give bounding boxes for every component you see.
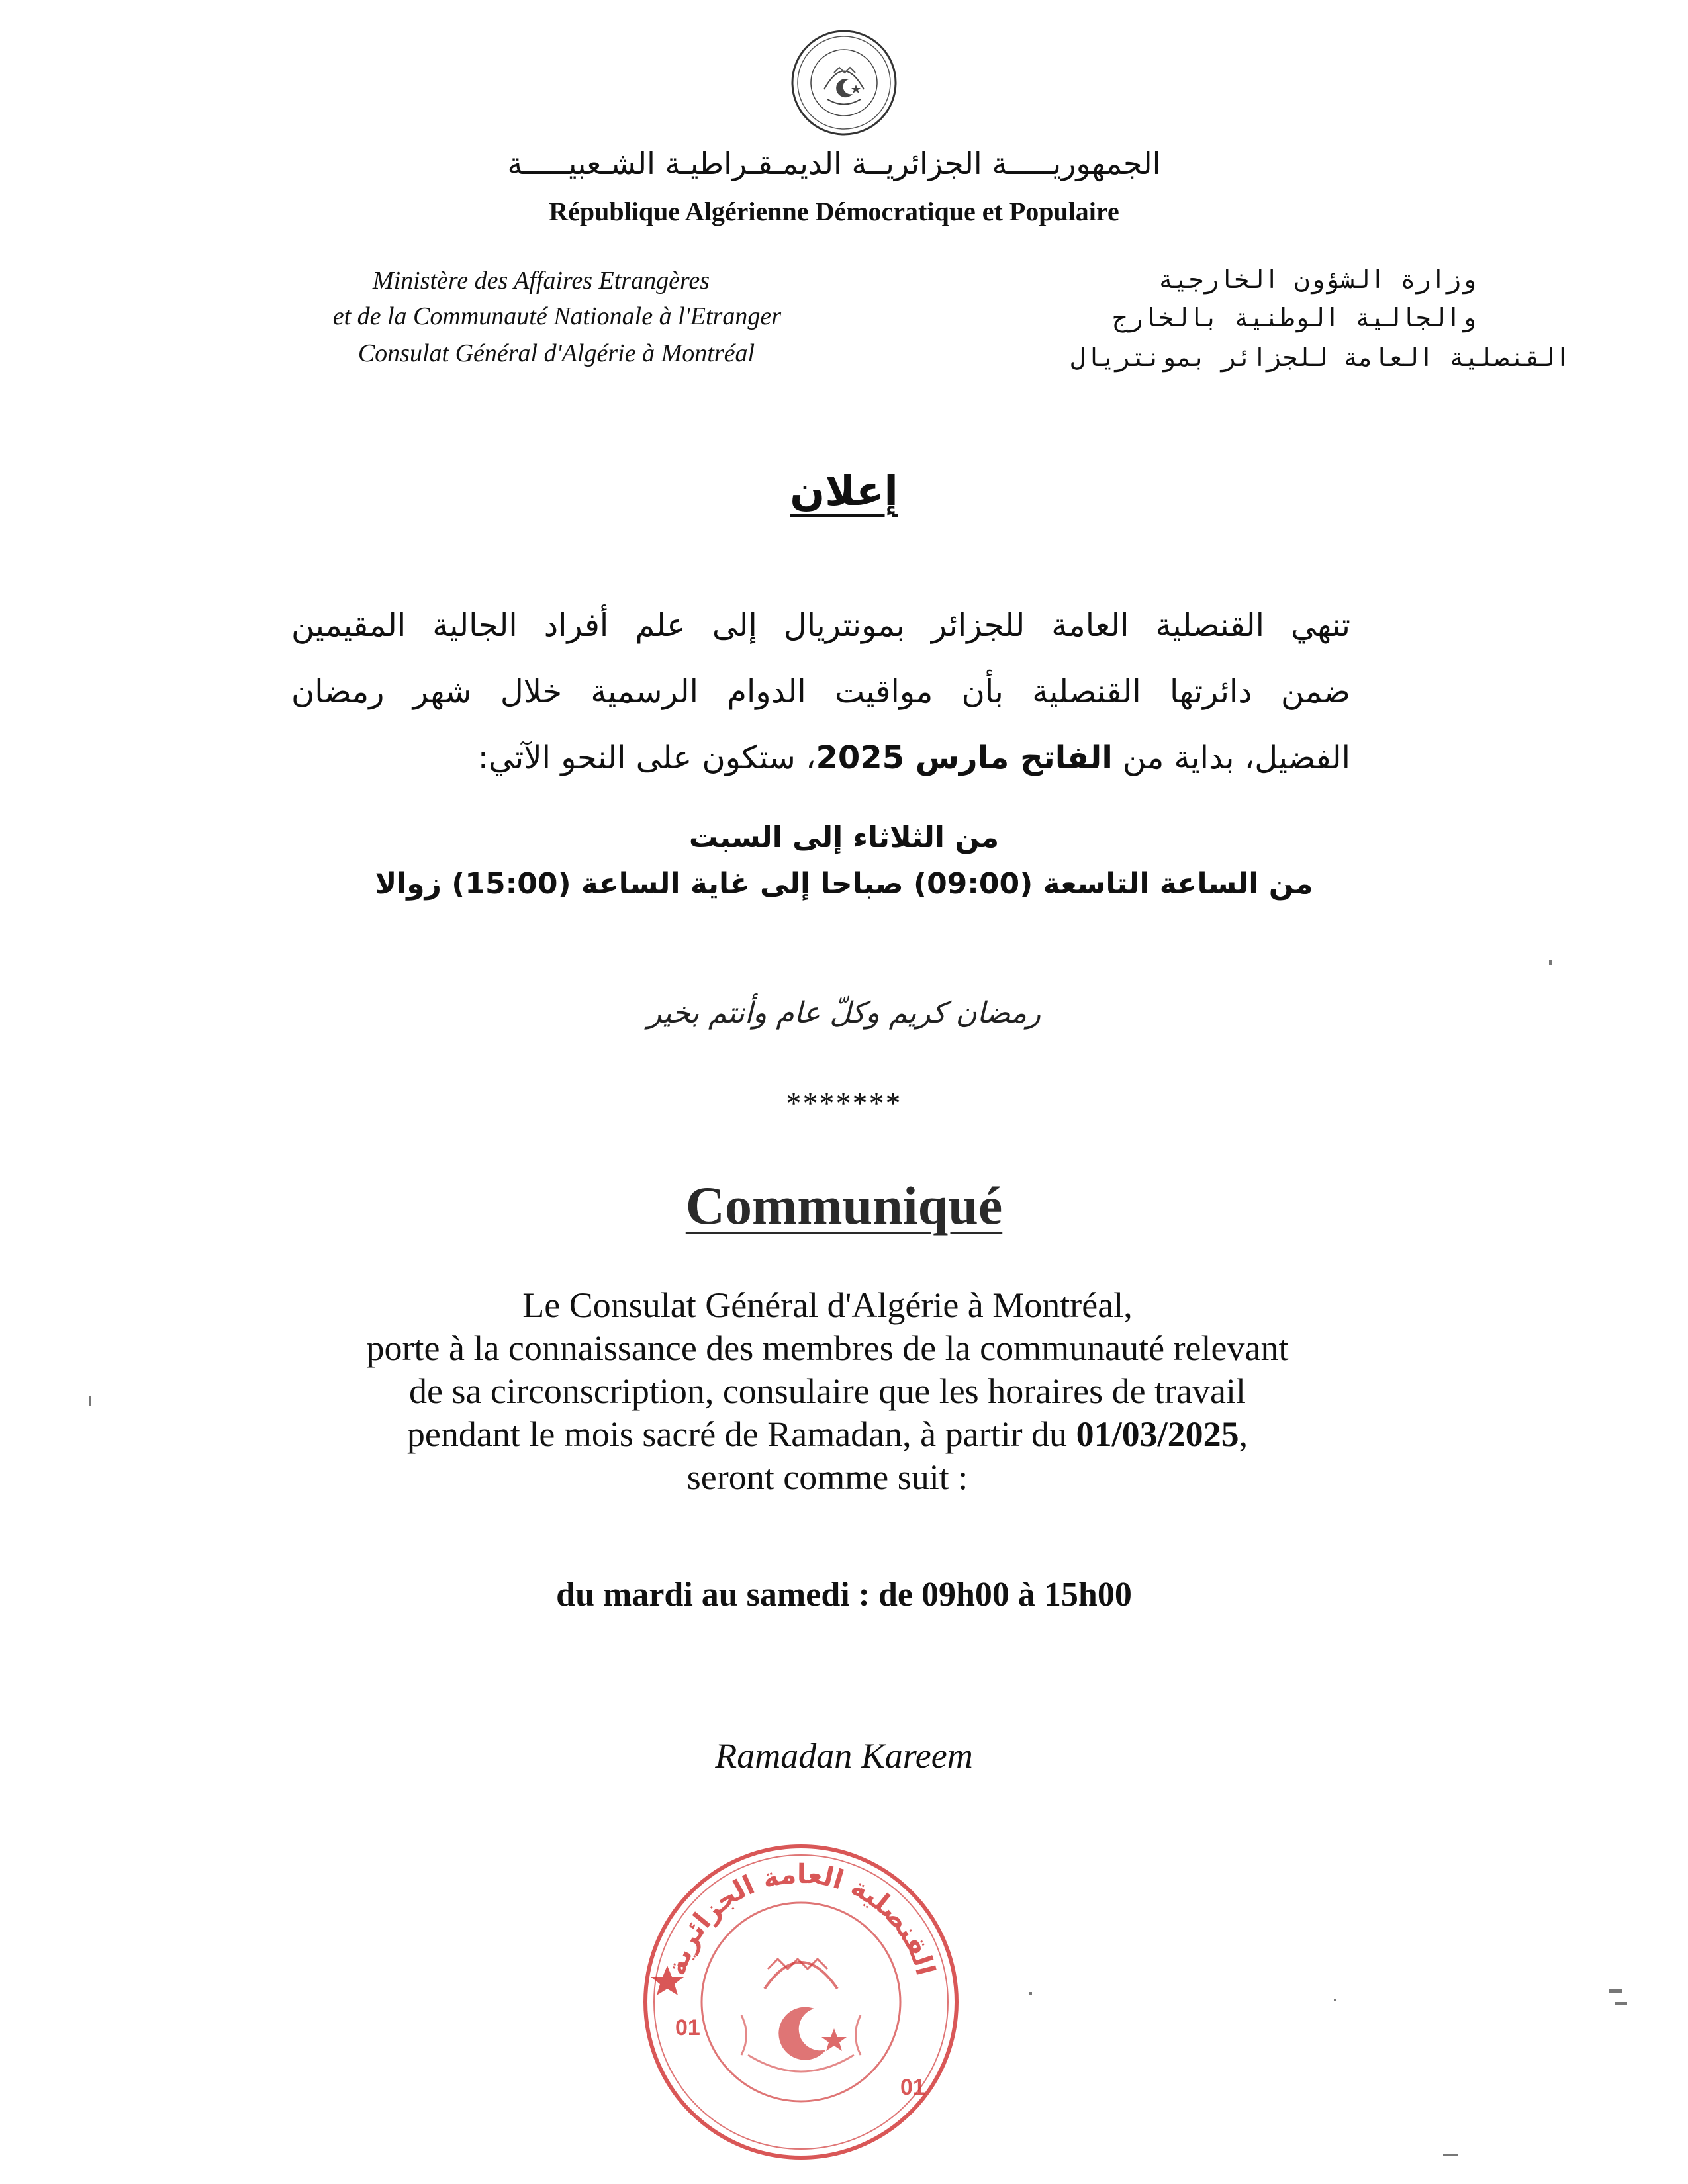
svg-text:القنصلية العامة الجزائرية: [661, 1859, 941, 1979]
communique-line-4-end: ,: [1239, 1414, 1248, 1454]
scan-speck: [1609, 1989, 1622, 1993]
announcement-body-arabic: [291, 592, 1350, 791]
ministry-arabic-line-3: القنصلية العامة للجزائر بمونتريال: [1070, 343, 1570, 372]
schedule-french: du mardi au samedi : de 09h00 à 15h00: [556, 1576, 1132, 1614]
republic-name-arabic: الجمهوريـــــة الجزائريــة الديمـقـراطيـة الشـعبيـــــة: [507, 146, 1161, 181]
scan-speck: [1615, 2002, 1627, 2005]
communique-line-4: [199, 1413, 1456, 1456]
communique-title: Communiqué: [685, 1175, 1003, 1236]
announcement-title-arabic: إعلان: [790, 467, 898, 515]
scan-speck: [1334, 1999, 1336, 2001]
announcement-arabic-line-3: [291, 725, 1350, 791]
scan-speck: [89, 1396, 91, 1406]
ministry-french-line-3: Consulat Général d'Algérie à Montréal: [357, 340, 755, 367]
announcement-arabic-line-2: ضمن دائرتها القنصلية بأن مواقيت الدوام الرسمية خلال شهر رمضان: [291, 673, 1350, 710]
schedule-days-arabic: من الثلاثاء إلى السبت: [688, 821, 1000, 854]
communique-body-french: [199, 1284, 1456, 1499]
communique-line-2: porte à la connaissance des membres de la communauté relevant: [366, 1328, 1289, 1368]
closing-greeting-french: Ramadan Kareem: [715, 1736, 973, 1776]
ministry-french-line-2: et de la Communauté Nationale à l'Etranger: [332, 302, 781, 330]
communique-line-5: seront comme suit :: [686, 1457, 968, 1497]
announcement-arabic-line-3-start: الفضيل، بداية من: [1123, 739, 1350, 776]
announcement-arabic-line-1: تنهي القنصلية العامة للجزائر بمونتريال إلى علم أفراد الجالية المقيمين: [291, 607, 1350, 644]
ministry-arabic-line-1: وزارة الشؤون الخارجية: [1158, 265, 1476, 294]
ministry-french-line-1: Ministère des Affaires Etrangères: [372, 267, 710, 295]
communique-line-3: de sa circonscription, consulaire que les horaires de travail: [408, 1371, 1246, 1411]
stamp-number-right: 01: [900, 2075, 925, 2100]
consulate-stamp: [635, 1837, 966, 2167]
republic-name-french: République Algérienne Démocratique et Populaire: [549, 197, 1119, 226]
announcement-arabic-line-3-end: ، ستكون على النحو الآتي:: [477, 739, 816, 776]
start-date-french: 01/03/2025: [1076, 1414, 1239, 1454]
scan-speck: [1549, 960, 1552, 965]
communique-line-1: Le Consulat Général d'Algérie à Montréal,: [522, 1285, 1133, 1325]
stamp-number-left: 01: [675, 2015, 700, 2040]
ramadan-greeting-arabic: رمضان كريم وكلّ عام وأنتم بخير: [647, 996, 1041, 1030]
ministry-arabic-line-2: والجالية الوطنية بالخارج: [1112, 303, 1476, 332]
scan-speck: [1029, 1992, 1032, 1995]
scan-speck: [1443, 2154, 1458, 2156]
communique-line-4-start: pendant le mois sacré de Ramadan, à partir du: [406, 1414, 1076, 1454]
schedule-hours-arabic: من الساعة التاسعة (09:00) صباحا إلى غاية الساعة (15:00) زوالا: [375, 867, 1313, 901]
start-date-arabic: الفاتح مارس 2025: [816, 739, 1113, 776]
stamp-text: القنصلية العامة الجزائرية: [661, 1858, 941, 1979]
national-emblem-seal: [788, 26, 900, 139]
section-separator: *******: [786, 1086, 902, 1120]
